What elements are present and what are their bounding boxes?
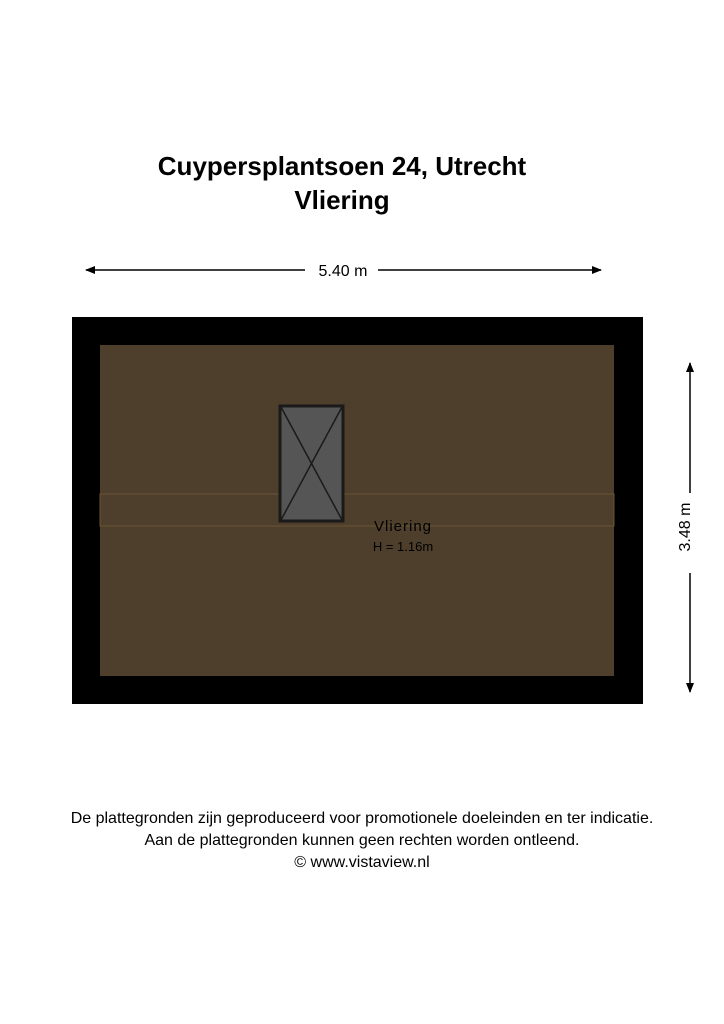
width-label: 5.40 m xyxy=(318,263,368,280)
address-title: Cuypersplantsoen 24, Utrecht xyxy=(157,151,527,181)
disclaimer xyxy=(0,808,724,874)
room-height-label: H = 1.16m xyxy=(372,539,434,554)
room-name-label: Vliering xyxy=(373,518,433,535)
disclaimer-line-1: De plattegronden zijn geproduceerd voor promotionele doeleinden en ter indicatie. xyxy=(70,810,654,827)
floor-title: Vliering xyxy=(294,185,390,215)
width-dimension xyxy=(86,263,601,280)
copyright-line: © www.vistaview.nl xyxy=(294,854,430,871)
depth-dimension xyxy=(677,363,694,692)
disclaimer-line-2: Aan de plattegronden kunnen geen rechten worden ontleend. xyxy=(144,832,580,849)
hatch-opening xyxy=(280,406,343,521)
room-floor xyxy=(100,345,614,676)
depth-label: 3.48 m xyxy=(677,502,694,552)
